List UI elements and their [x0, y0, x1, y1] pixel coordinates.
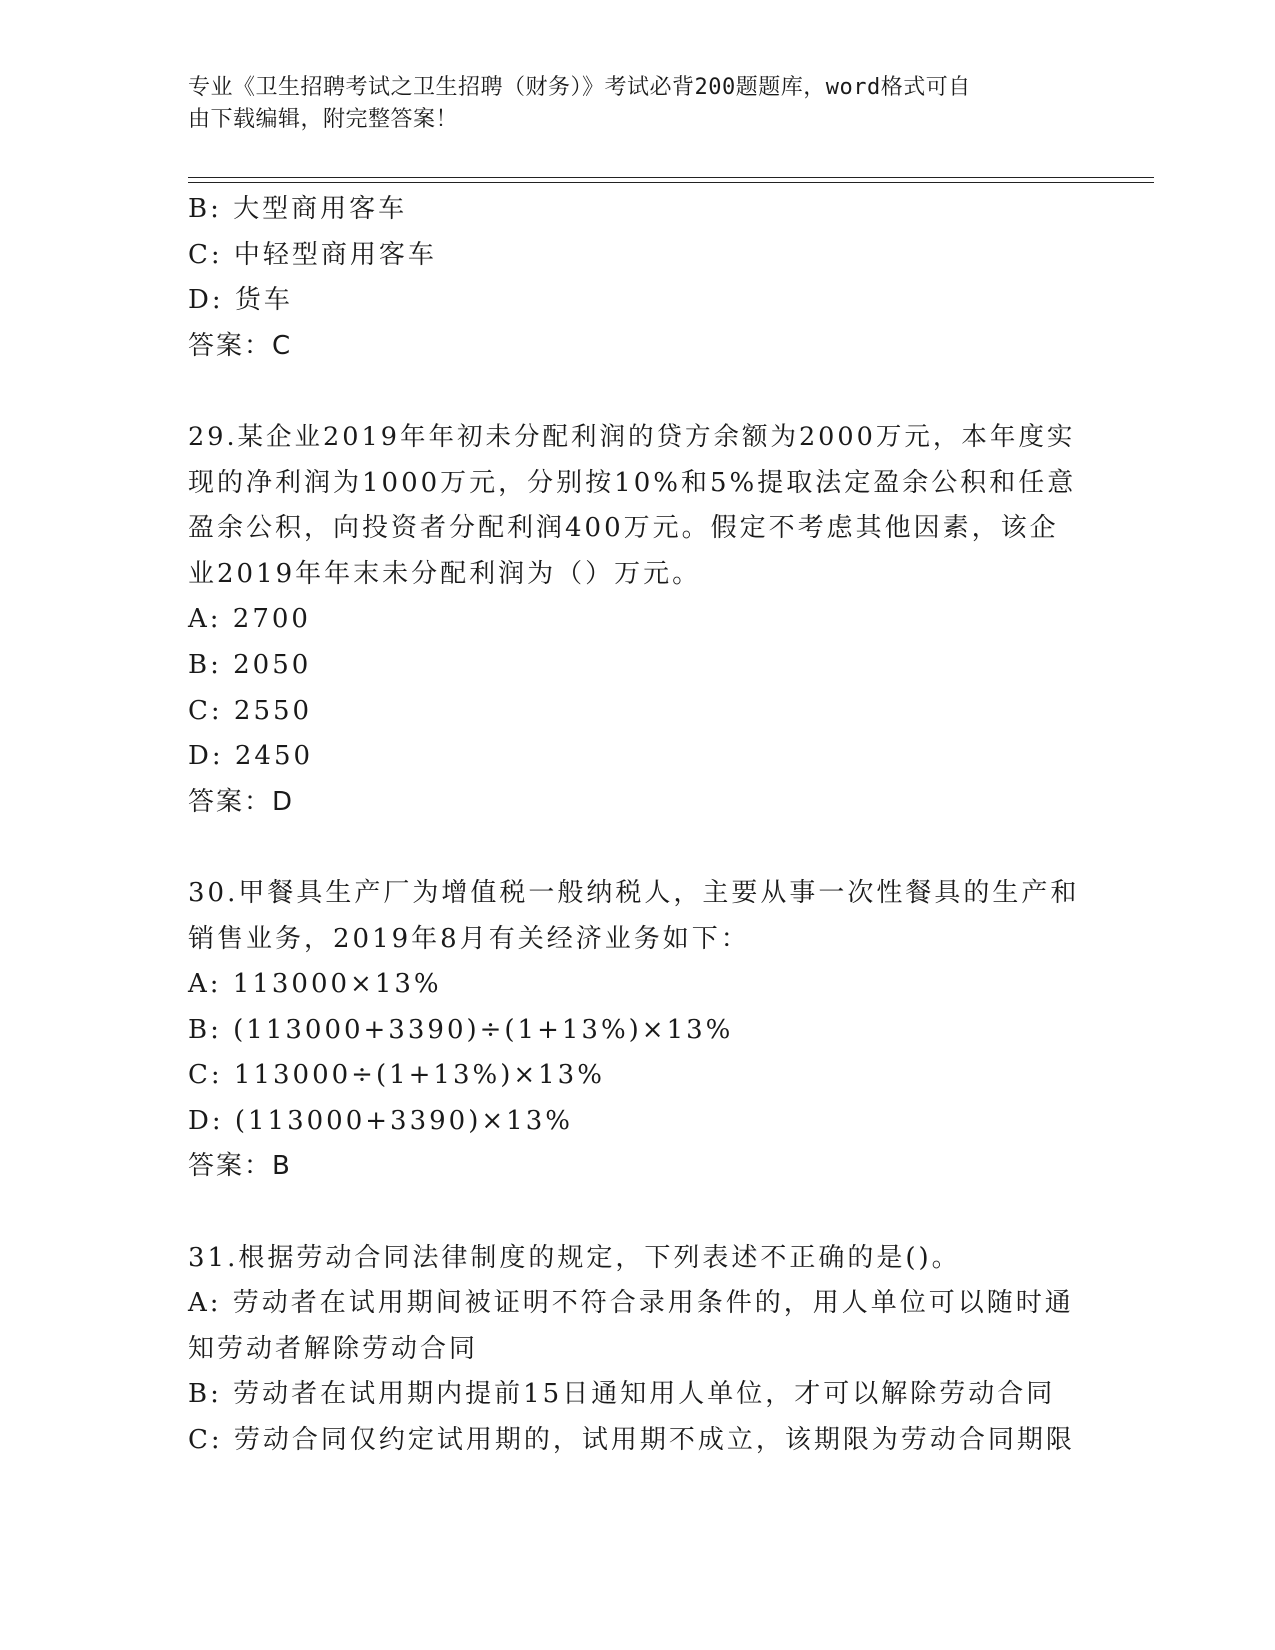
answer: 答案：B: [188, 1151, 292, 1182]
page-header: [188, 72, 1068, 136]
spacer: [188, 825, 1088, 871]
answer: 答案：C: [188, 330, 293, 361]
question-29: [188, 415, 1088, 825]
question-30: [188, 871, 1088, 1190]
option-c: C: 劳动合同仅约定试用期的，试用期不成立，该期限为劳动合同期限: [188, 1425, 1075, 1456]
option-d: D: 2450: [188, 741, 314, 772]
header-divider-top: [188, 177, 1154, 178]
question-stem-line: 盈余公积，向投资者分配利润400万元。假定不考虑其他因素，该企: [188, 513, 1059, 544]
option-b: B: 大型商用客车: [188, 194, 408, 224]
question-28: [188, 187, 1088, 369]
option-a: A: 2700: [188, 604, 311, 635]
option-c: C: 113000÷(1+13%)×13%: [188, 1060, 605, 1091]
question-stem-line: 业2019年年末未分配利润为（）万元。: [188, 558, 702, 589]
option-a: A: 113000×13%: [188, 969, 442, 1000]
answer: 答案：D: [188, 786, 295, 817]
document-body: [188, 187, 1088, 1464]
question-stem-line: 31.根据劳动合同法律制度的规定，下列表述不正确的是()。: [188, 1242, 961, 1273]
question-stem-line: 30.甲餐具生产厂为增值税一般纳税人，主要从事一次性餐具的生产和: [188, 877, 1080, 908]
question-stem-line: 现的净利润为1000万元，分别按10%和5%提取法定盈余公积和任意: [188, 467, 1077, 498]
option-b: B: 劳动者在试用期内提前15日通知用人单位，才可以解除劳动合同: [188, 1379, 1056, 1410]
option-d: D: 货车: [188, 285, 293, 316]
option-a-continued: 知劳动者解除劳动合同: [188, 1333, 479, 1364]
header-line-1: 专业《卫生招聘考试之卫生招聘（财务）》考试必背200题题库，word格式可自: [188, 75, 971, 100]
question-31: [188, 1236, 1088, 1464]
spacer: [188, 369, 1088, 415]
option-d: D: (113000+3390)×13%: [188, 1105, 573, 1136]
question-stem-line: 29.某企业2019年年初未分配利润的贷方余额为2000万元，本年度实: [188, 421, 1076, 452]
option-a: A: 劳动者在试用期间被证明不符合录用条件的，用人单位可以随时通: [188, 1288, 1074, 1319]
header-divider-bottom: [188, 182, 1154, 183]
option-c: C: 2550: [188, 695, 313, 726]
option-b: B: 2050: [188, 649, 312, 680]
option-c: C: 中轻型商用客车: [188, 239, 437, 270]
question-stem-line: 销售业务，2019年8月有关经济业务如下：: [188, 923, 750, 954]
header-line-2: 由下载编辑，附完整答案！: [188, 107, 459, 132]
option-b: B: (113000+3390)÷(1+13%)×13%: [188, 1014, 734, 1045]
spacer: [188, 1190, 1088, 1236]
